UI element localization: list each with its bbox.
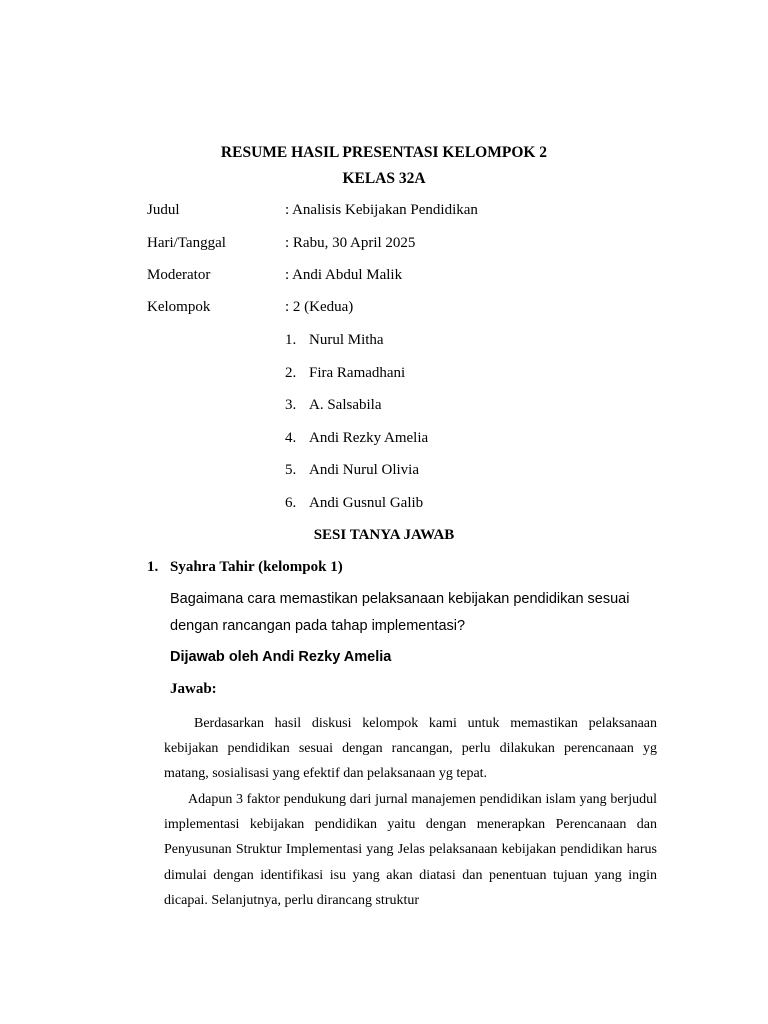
info-label-group: Kelompok [147,299,211,315]
member-name: Andi Rezky Amelia [309,430,429,446]
question-number: 1. [147,559,159,575]
member-list-item [285,332,384,349]
info-label-judul: Judul [147,202,180,218]
info-value-date: : Rabu, 30 April 2025 [285,235,416,251]
member-number: 2. [285,365,297,381]
member-name: Fira Ramadhani [309,365,406,381]
member-name: Nurul Mitha [309,332,384,348]
question-asker: Syahra Tahir (kelompok 1) [170,559,343,575]
member-list-item [285,397,382,414]
member-number: 4. [285,430,297,446]
answer-label: Jawab: [170,681,217,697]
answered-by: Dijawab oleh Andi Rezky Amelia [170,649,392,665]
section-title-qa: SESI TANYA JAWAB [313,527,455,543]
info-label-moderator: Moderator [147,267,211,283]
document-title: RESUME HASIL PRESENTASI KELOMPOK 2 [220,144,548,161]
member-list-item [285,495,423,512]
member-list-item [285,430,428,447]
member-number: 3. [285,397,297,413]
member-list-item [285,462,419,479]
info-value-moderator: : Andi Abdul Malik [285,267,403,283]
member-number: 6. [285,495,297,511]
member-name: Andi Nurul Olivia [309,462,419,478]
info-label-date: Hari/Tanggal [147,235,226,251]
info-value-group: : 2 (Kedua) [285,299,354,315]
info-value-judul: : Analisis Kebijakan Pendidikan [285,202,478,218]
member-number: 1. [285,332,297,348]
member-name: Andi Gusnul Galib [309,495,424,511]
member-number: 5. [285,462,297,478]
member-list-item [285,365,405,382]
question-text: Bagaimana cara memastikan pelaksanaan kebijakan pendidikan sesuai dengan rancangan pada tahap implementasi? [170,591,630,634]
answer-paragraph: Berdasarkan hasil diskusi kelompok kami untuk memastikan pelaksanaan kebijakan pendidikan sesuai dengan rancangan, perlu dilakukan perencanaan yg matang, sosialisasi yang efektif dan pelaksanaan yg tepat. [164,716,657,782]
member-name: A. Salsabila [309,397,382,413]
document-subtitle-class: KELAS 32A [342,170,426,187]
answer-paragraph: Adapun 3 faktor pendukung dari jurnal manajemen pendidikan islam yang berjudul implementasi kebijakan pendidikan yaitu dengan menerapkan Perencanaan dan Penyusunan Struktur Implementasi yang Jelas pelaksanaan kebijakan pendidikan harus dimulai dengan identifikasi isu yang akan diatasi dan penentuan tujuan yang ingin dicapai. Selanjutnya, perlu dirancang struktur [164,792,657,908]
